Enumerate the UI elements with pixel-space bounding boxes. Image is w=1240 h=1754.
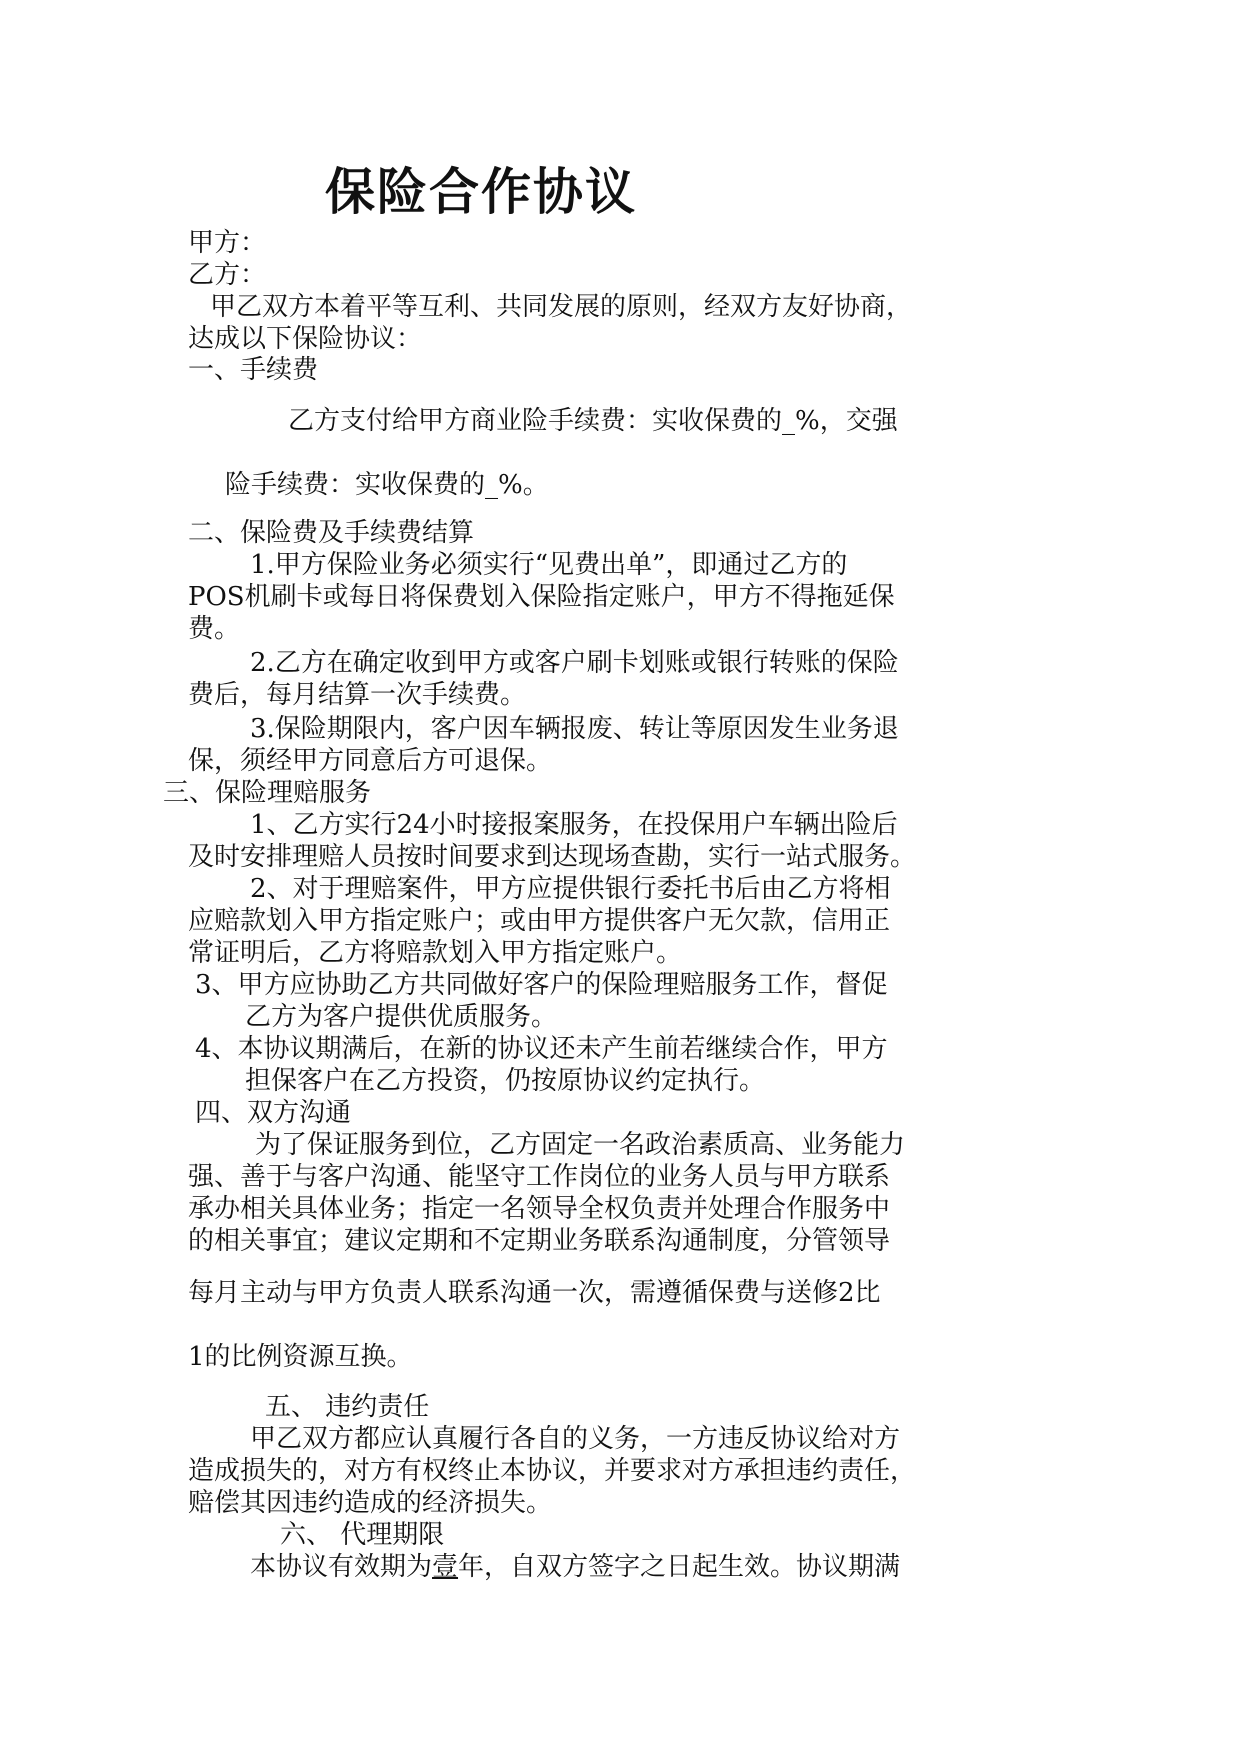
section-4-line: 强、善于与客户沟通、能坚守工作岗位的业务人员与甲方联系 — [188, 1162, 891, 1192]
section-4-heading: 四、双方沟通 — [195, 1098, 352, 1128]
section-6-term-underlined: 壹 — [432, 1552, 459, 1582]
section-1-line: 乙方支付给甲方商业险手续费：实收保费的_%，交强 — [288, 406, 898, 436]
section-2-line: 3.保险期限内，客户因车辆报废、转让等原因发生业务退 — [250, 714, 899, 744]
section-3-line: 4、本协议期满后，在新的协议还未产生前若继续合作，甲方 — [195, 1034, 888, 1064]
section-5-line: 造成损失的，对方有权终止本协议，并要求对方承担违约责任， — [188, 1456, 917, 1486]
section-5-line: 甲乙双方都应认真履行各自的义务，一方违反协议给对方 — [250, 1424, 901, 1454]
section-5-line: 赔偿其因违约造成的经济损失。 — [188, 1488, 553, 1518]
section-6-line-suffix: 年，自双方签字之日起生效。协议期满 — [458, 1552, 901, 1582]
section-2-line: 2.乙方在确定收到甲方或客户刷卡划账或银行转账的保险 — [250, 648, 899, 678]
section-4-line: 承办相关具体业务；指定一名领导全权负责并处理合作服务中 — [188, 1194, 891, 1224]
section-6-line-prefix: 本协议有效期为 — [250, 1552, 433, 1582]
section-3-line: 常证明后，乙方将赔款划入甲方指定账户。 — [188, 938, 683, 968]
document-title: 保险合作协议 — [325, 163, 637, 221]
section-3-heading: 三、保险理赔服务 — [163, 778, 372, 808]
party-a-label: 甲方： — [188, 228, 267, 258]
section-2-line: 费后，每月结算一次手续费。 — [188, 680, 527, 710]
party-b-label: 乙方： — [188, 260, 267, 290]
section-4-line: 的相关事宜；建议定期和不定期业务联系沟通制度，分管领导 — [188, 1226, 891, 1256]
section-3-line: 3、甲方应协助乙方共同做好客户的保险理赔服务工作，督促 — [195, 970, 888, 1000]
section-3-line: 及时安排理赔人员按时间要求到达现场查勘，实行一站式服务。 — [188, 842, 917, 872]
section-3-line: 1、乙方实行24小时接报案服务，在投保用户车辆出险后 — [250, 810, 898, 840]
intro-line-2: 达成以下保险协议： — [188, 324, 423, 354]
section-2-line: 1.甲方保险业务必须实行“见费出单”，即通过乙方的 — [250, 550, 848, 580]
section-2-line: POS机刷卡或每日将保费划入保险指定账户，甲方不得拖延保 — [188, 582, 895, 612]
section-6-heading: 六、 代理期限 — [280, 1520, 445, 1550]
section-1-heading: 一、手续费 — [188, 355, 319, 385]
intro-line-1: 甲乙双方本着平等互利、共同发展的原则，经双方友好协商， — [210, 292, 913, 322]
section-2-line: 保，须经甲方同意后方可退保。 — [188, 746, 553, 776]
section-6-line — [250, 1552, 900, 1582]
section-3-line: 应赔款划入甲方指定账户；或由甲方提供客户无欠款，信用正 — [188, 906, 891, 936]
section-1-line: 险手续费：实收保费的_%。 — [225, 470, 549, 500]
section-2-heading: 二、保险费及手续费结算 — [188, 518, 475, 548]
section-4-line: 为了保证服务到位，乙方固定一名政治素质高、业务能力 — [255, 1130, 906, 1160]
section-3-line: 担保客户在乙方投资，仍按原协议约定执行。 — [245, 1066, 766, 1096]
section-4-line: 1的比例资源互换。 — [188, 1342, 413, 1372]
section-3-line: 2、对于理赔案件，甲方应提供银行委托书后由乙方将相 — [250, 874, 891, 904]
section-5-heading: 五、 违约责任 — [265, 1392, 430, 1422]
section-2-line: 费。 — [188, 614, 241, 644]
section-4-line: 每月主动与甲方负责人联系沟通一次，需遵循保费与送修2比 — [188, 1278, 881, 1308]
section-3-line: 乙方为客户提供优质服务。 — [245, 1002, 558, 1032]
